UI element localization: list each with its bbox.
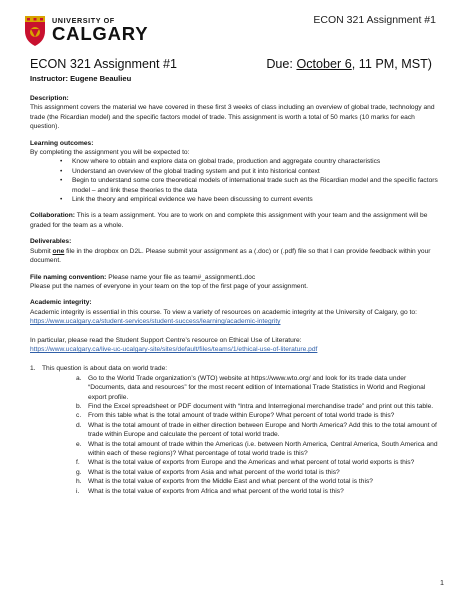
sub-text: What is the total value of exports from Asia and what percent of the world total is this? (88, 468, 340, 476)
sub-label: c. (76, 412, 82, 420)
list-item (76, 421, 442, 440)
due-prefix: Due: (266, 57, 297, 71)
sub-text: Go to the World Trade organization’s (WTO) website at https://www.wto.org/ and look for its trade data under “Documents, data and resources” for the most recent edition of International Trade Statistics in World and Regional export profile. (88, 374, 426, 401)
document-body (30, 94, 442, 496)
crest-icon (22, 13, 48, 47)
ethical-use-link[interactable]: https://www.ucalgary.ca/live-uc-ucalgary-site/sites/default/files/teams/1/ethical-use-of-literature.pdf (30, 345, 318, 353)
deliverables-text (30, 247, 442, 266)
collaboration-heading: Collaboration: (30, 212, 76, 220)
learning-intro: By completing the assignment you will be expected to: (30, 149, 190, 157)
integrity-link[interactable]: https://www.ucalgary.ca/student-services/student-success/learning/academic-integrity (30, 318, 281, 326)
naming-line2: Please put the names of everyone in your team on the top of the first page of your assignment. (30, 282, 308, 290)
logo-line1: UNIVERSITY OF (52, 15, 115, 25)
sub-text: What is the total value of exports from the Middle East and what percent of the world total is this? (88, 478, 373, 486)
list-item: • Link the theory and empirical evidence we have been discussing to current events (72, 195, 442, 204)
question-list (30, 364, 442, 496)
due-date-value: October 6 (296, 57, 352, 71)
sub-label: f. (76, 459, 80, 467)
sub-text: From this table what is the total amount of trade within Europe? What percent of total world trade is this? (88, 412, 395, 420)
sub-label: b. (76, 402, 82, 410)
description-text: This assignment covers the material we have covered in these first 3 weeks of class including an overview of global trade, technology and trade (the Ricardian model) and the specific factors model of trade. This assignment is worth a total of 50 marks (10 marks for each question). (30, 104, 435, 131)
due-suffix: , 11 PM, MST) (351, 57, 432, 71)
list-item (76, 402, 442, 411)
running-header: ECON 321 Assignment #1 (313, 14, 436, 26)
list-item (76, 458, 442, 467)
integrity-intro: Academic integrity is essential in this course. To view a variety of resources on academic integrity at the University of Calgary, go to: (30, 308, 417, 316)
collaboration-text: This is a team assignment. You are to work on and complete this assignment with your team and the assignment will be graded for the team as a whole. (30, 212, 428, 229)
integrity-para2: In particular, please read the Student Support Centre’s resource on Ethical Use of Literature: (30, 336, 302, 344)
collaboration-section (30, 211, 442, 230)
list-item: • Know where to obtain and explore data on global trade, production and aggregate country characteristics (72, 157, 442, 166)
question-number: 1. (30, 365, 36, 373)
list-item (76, 487, 442, 496)
collaboration-paragraph (30, 211, 442, 230)
integrity-heading: Academic integrity: (30, 299, 92, 307)
integrity-text (30, 308, 442, 327)
list-item (76, 374, 442, 402)
sub-label: e. (76, 440, 82, 448)
logo-line2: CALGARY (52, 22, 149, 44)
naming-heading: File naming convention: (30, 273, 107, 281)
sub-label: d. (76, 421, 82, 429)
sub-label: h. (76, 478, 82, 486)
sub-label: g. (76, 468, 82, 476)
naming-paragraph (30, 273, 442, 282)
learning-outcomes-list (30, 157, 442, 204)
learning-heading: Learning outcomes: (30, 139, 94, 147)
deliverables-heading: Deliverables: (30, 238, 72, 246)
learning-outcomes-section (30, 139, 442, 205)
integrity-section (30, 298, 442, 354)
naming-section (30, 273, 442, 292)
deliverables-post: file in the dropbox on D2L. Please submit your assignment as a (.doc) or (.pdf) file so that I can provide feedback within your document. (30, 247, 431, 265)
list-item (76, 411, 442, 420)
description-heading: Description: (30, 95, 69, 102)
sub-text: What is the total amount of trade within the Americas (i.e. between North America, Central America, South America and within each of these regions)? What percentage of total world trade is this? (88, 440, 438, 457)
question-1 (30, 364, 442, 496)
question-text: This question is about data on world trade: (42, 365, 168, 373)
deliverables-section (30, 237, 442, 265)
page-number: 1 (440, 578, 444, 587)
list-item (76, 477, 442, 486)
sub-text: What is the total value of exports from Africa and what percent of the world total is this? (88, 487, 344, 495)
due-date (266, 57, 432, 71)
naming-text: Please name your file as team#_assignment1.doc (106, 273, 256, 281)
list-item: • Understand an overview of the global trading system and put it into historical context (72, 167, 442, 176)
assignment-title: ECON 321 Assignment #1 (30, 57, 178, 71)
list-item: • Begin to understand some core theoretical models of international trade such as the Ricardian model and the specific factors model – and link these theories to the data (72, 176, 442, 195)
sub-text: Find the Excel spreadsheet or PDF document with “Intra and Interregional merchandise trade” and print out this table. (88, 402, 434, 410)
sub-text: What is the total value of exports from Europe and the Americas and what percent of total world exports is this? (88, 459, 415, 467)
university-logo (22, 12, 154, 48)
deliverables-emphasis: one (52, 247, 65, 255)
sub-label: i. (76, 487, 80, 495)
list-item (76, 440, 442, 459)
list-item (76, 468, 442, 477)
instructor: Instructor: Eugene Beaulieu (30, 74, 132, 83)
description-section (30, 94, 442, 132)
sub-label: a. (76, 374, 82, 382)
subquestion-list (42, 374, 442, 496)
questions-section (30, 364, 442, 496)
deliverables-pre: Submit (30, 247, 53, 255)
sub-text: What is the total amount of trade in either direction between Europe and North America? Add this to the total amount of trade within Europe and calculate the percent of total world trade. (88, 421, 437, 439)
